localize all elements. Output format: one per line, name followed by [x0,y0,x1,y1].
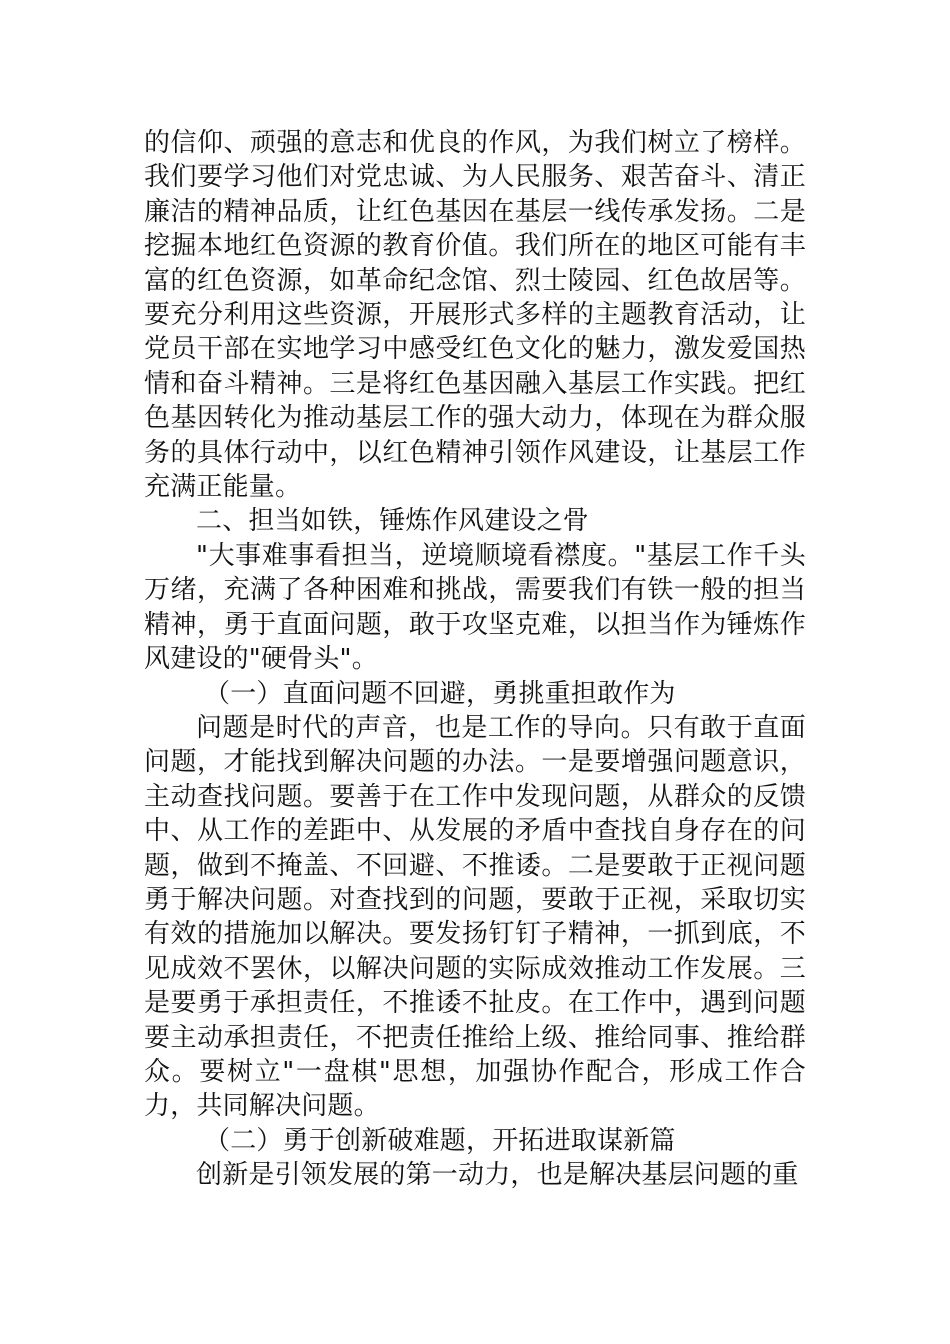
subsection-heading-innovation: （二）勇于创新破难题，开拓进取谋新篇 [204,1125,676,1156]
body-paragraph-red-gene: 的信仰、顽强的意志和优良的作风，为我们树立了榜样。我们要学习他们对党忠诚、为人民服务、艰苦奋斗、清正廉洁的精神品质，让红色基因在基层一线传承发扬。二是挖掘本地红色资源的教育价值。我们所在的地区可能有丰富的红色资源，如革命纪念馆、烈士陵园、红色故居等。要充分利用这些资源，开展形式多样的主题教育活动，让党员干部在实地学习中感受红色文化的魅力，激发爱国热情和奋斗精神。三是将红色基因融入基层工作实践。把红色基因转化为推动基层工作的强大动力，体现在为群众服务的具体行动中，以红色精神引领作风建设，让基层工作充满正能量。 [144,128,806,503]
body-paragraph-face-problems: 问题是时代的声音，也是工作的导向。只有敢于直面问题，才能找到解决问题的办法。一是要增强问题意识，主动查找问题。要善于在工作中发现问题，从群众的反馈中、从工作的差距中、从发展的矛盾中查找自身存在的问题，做到不掩盖、不回避、不推诿。二是要敢于正视问题勇于解决问题。对查找到的问题，要敢于正视，采取切实有效的措施加以解决。要发扬钉钉子精神，一抓到底，不见成效不罢休，以解决问题的实际成效推动工作发展。三是要勇于承担责任，不推诿不扯皮。在工作中，遇到问题要主动承担责任，不把责任推给上级、推给同事、推给群众。要树立"一盘棋"思想，加强协作配合，形成工作合力，共同解决问题。 [144,712,806,1122]
document-page [144,126,806,1193]
section-heading-responsibility: 二、担当如铁，锤炼作风建设之骨 [196,506,590,537]
body-paragraph-innovation: 创新是引领发展的第一动力，也是解决基层问题的重 [196,1160,799,1191]
body-paragraph-responsibility-intro: "大事难事看担当，逆境顺境看襟度。"基层工作千头万绪，充满了各种困难和挑战，需要我们有铁一般的担当精神，勇于直面问题，敢于攻坚克难，以担当作为锤炼作风建设的"硬骨头"。 [144,540,806,675]
subsection-heading-face-problems: （一）直面问题不回避，勇挑重担敢作为 [204,678,676,709]
